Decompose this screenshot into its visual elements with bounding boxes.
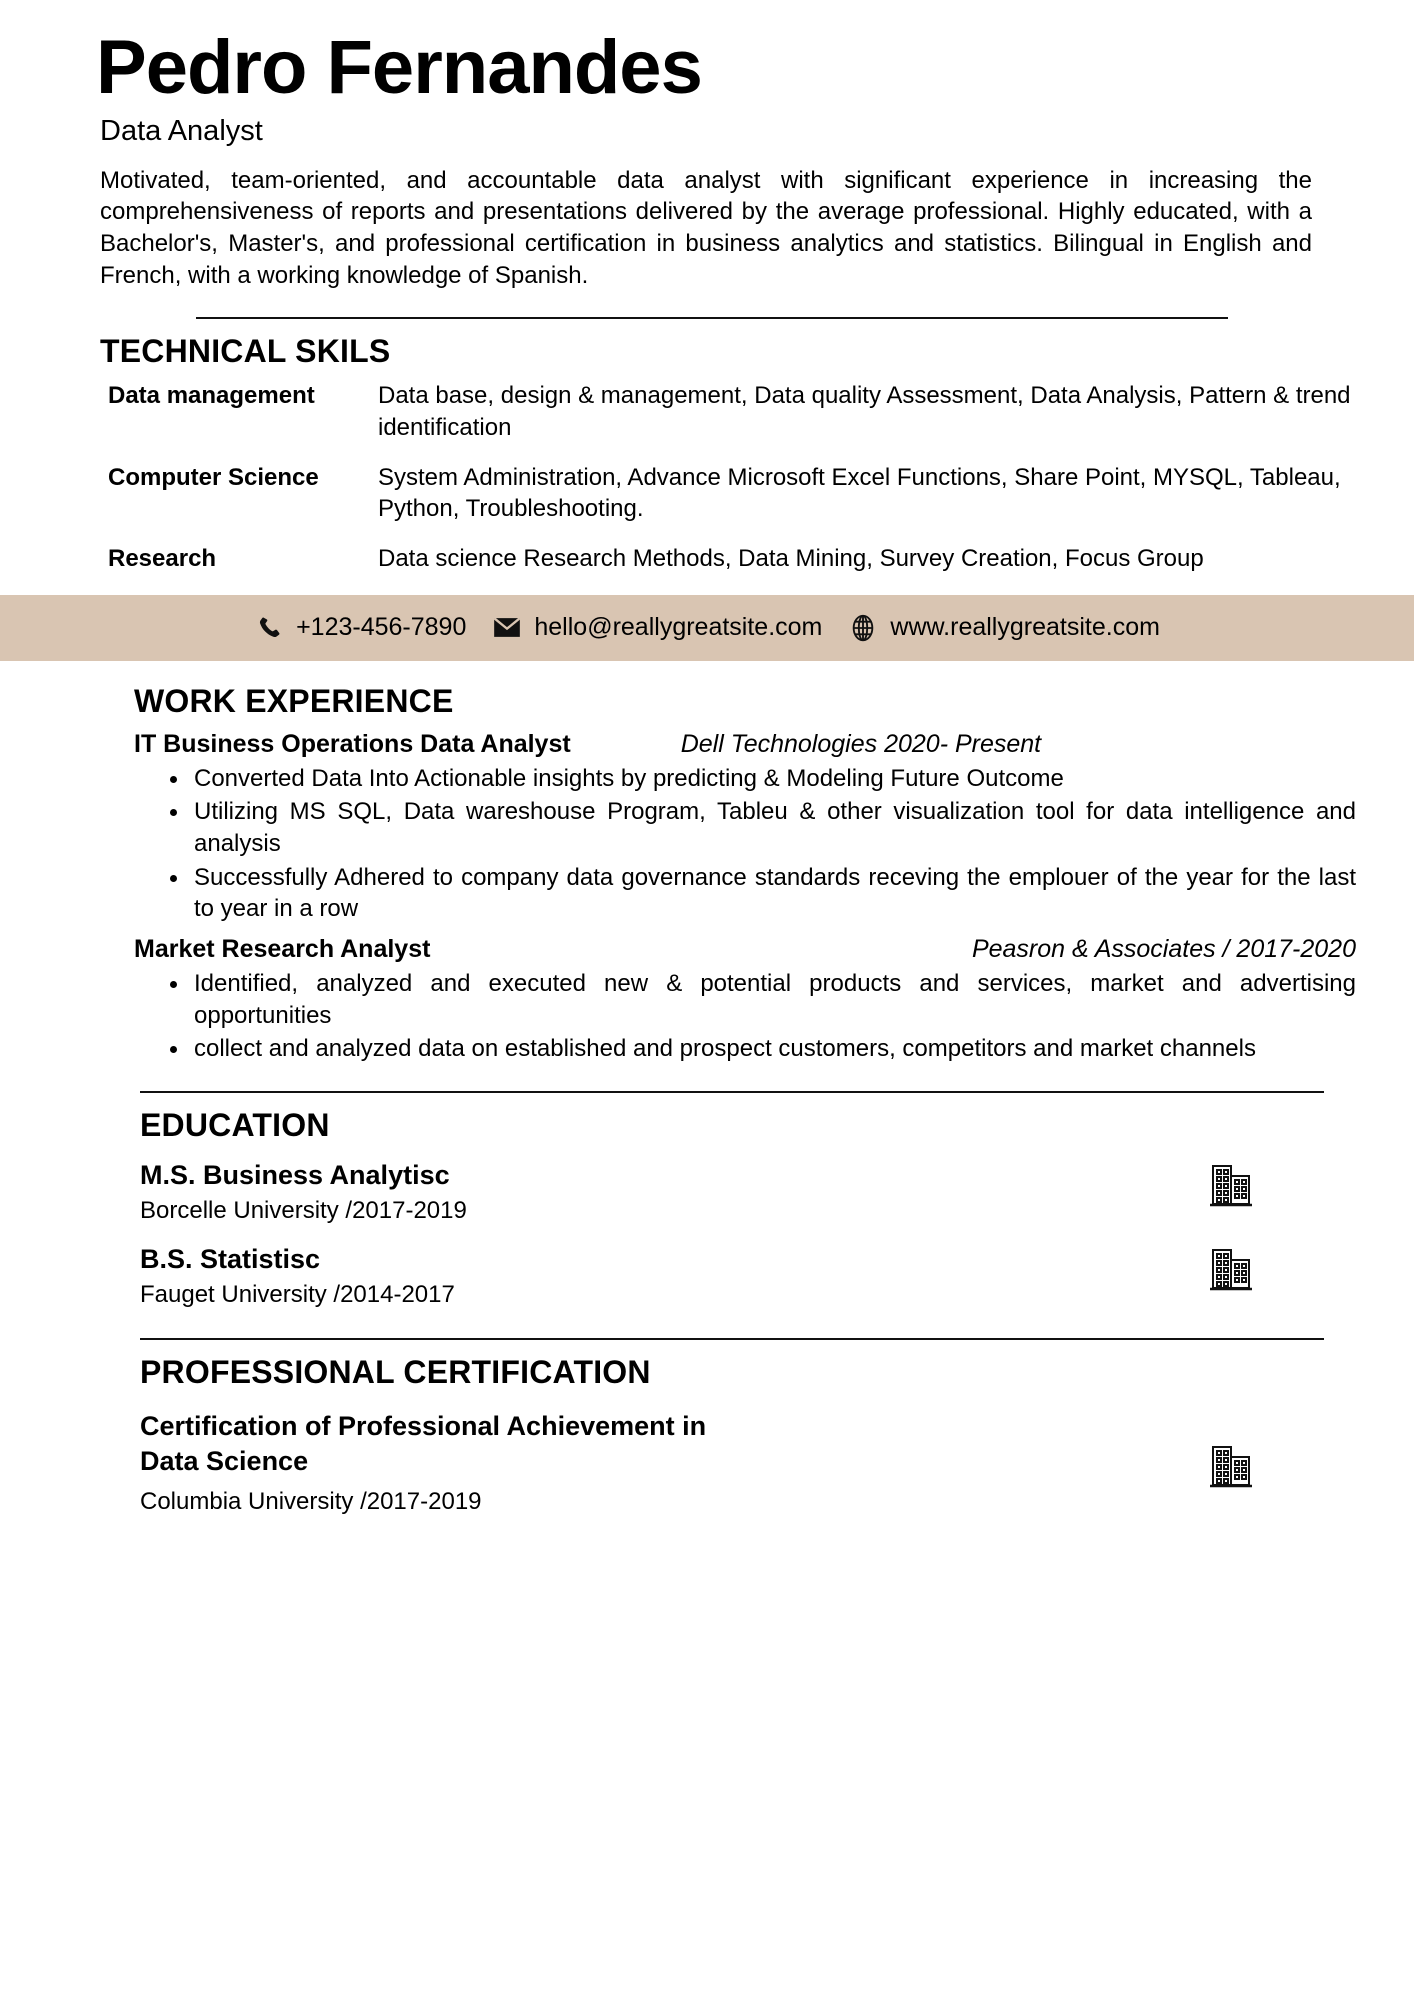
divider-skills xyxy=(196,317,1228,319)
divider-certification xyxy=(140,1338,1324,1340)
table-row xyxy=(100,458,1354,539)
contact-bar xyxy=(0,595,1414,661)
list-item: Converted Data Into Actionable insights by predicting & Modeling Future Outcome xyxy=(178,763,1356,795)
globe-icon xyxy=(848,613,878,643)
phone-icon xyxy=(254,613,284,643)
job-header xyxy=(134,730,1356,759)
job-bullets xyxy=(134,763,1356,925)
section-title-education: EDUCATION xyxy=(140,1107,330,1144)
certification-section xyxy=(0,1338,1414,1517)
skill-category-value: Data base, design & management, Data quality Assessment, Data Analysis, Pattern & trend identification xyxy=(378,382,1351,441)
skill-category-label: Research xyxy=(108,544,217,572)
job-company-dates: Dell Technologies 2020- Present xyxy=(680,729,1042,758)
building-icon xyxy=(1210,1162,1252,1208)
envelope-icon xyxy=(492,613,522,643)
skill-category-value: Data science Research Methods, Data Mining, Survey Creation, Focus Group xyxy=(378,544,1204,572)
skill-category-value: System Administration, Advance Microsoft Excel Functions, Share Point, MYSQL, Tableau, Python, Troubleshooting. xyxy=(378,463,1341,523)
table-row xyxy=(100,376,1354,457)
technical-skills-section xyxy=(0,317,1414,588)
list-item: collect and analyzed data on established and prospect customers, competitors and market channels xyxy=(178,1033,1356,1065)
building-icon xyxy=(1210,1246,1252,1292)
list-item: Utilizing MS SQL, Data wareshouse Program, Tableu & other visualization tool for data intelligence and analysis xyxy=(178,796,1356,859)
section-title-skills: TECHNICAL SKILS xyxy=(100,333,391,370)
list-item: Successfully Adhered to company data governance standards receving the emplouer of the year for the last to year in a row xyxy=(178,862,1356,925)
education-entry xyxy=(140,1158,1324,1228)
contact-website-text: www.reallygreatsite.com xyxy=(890,613,1160,642)
education-degree: M.S. Business Analytisc xyxy=(140,1160,450,1191)
work-experience-section xyxy=(0,661,1414,1065)
skill-category-label: Data management xyxy=(108,382,315,410)
contact-phone-text: +123-456-7890 xyxy=(296,613,467,642)
section-title-certification: PROFESSIONAL CERTIFICATION xyxy=(140,1354,651,1391)
job-title: IT Business Operations Data Analyst xyxy=(134,729,571,758)
job-header xyxy=(134,935,1356,964)
list-item: Identified, analyzed and executed new & potential products and services, market and advertising opportunities xyxy=(178,968,1356,1031)
section-title-work: WORK EXPERIENCE xyxy=(134,682,454,719)
resume-header xyxy=(0,0,1414,291)
job-company-dates: Peasron & Associates / 2017-2020 xyxy=(971,935,1356,963)
candidate-role: Data Analyst xyxy=(100,114,263,147)
building-icon xyxy=(1210,1443,1252,1489)
job-title: Market Research Analyst xyxy=(134,935,431,963)
professional-summary: Motivated, team-oriented, and accountable data analyst with significant experience in increasing the comprehensiveness of reports and presentations delivered by the average professional. Highly educated, with a Bachelor's, Master's, and professional certification in business analytics and statistics. Bilingual in English and French, with a working knowledge of Spanish. xyxy=(100,166,1312,289)
contact-email[interactable] xyxy=(492,613,822,643)
education-degree: B.S. Statistisc xyxy=(140,1244,321,1275)
education-school: Borcelle University /2017-2019 xyxy=(140,1196,467,1224)
education-section xyxy=(0,1091,1414,1312)
contact-website[interactable] xyxy=(848,613,1160,643)
contact-phone[interactable] xyxy=(254,613,466,643)
certification-school: Columbia University /2017-2019 xyxy=(140,1488,482,1516)
certification-name: Certification of Professional Achievement in Data Science xyxy=(140,1411,707,1476)
candidate-name: Pedro Fernandes xyxy=(96,25,702,110)
education-school: Fauget University /2014-2017 xyxy=(140,1280,455,1308)
certification-entry xyxy=(140,1409,1324,1517)
skill-category-label: Computer Science xyxy=(108,463,319,491)
contact-email-text: hello@reallygreatsite.com xyxy=(534,613,823,642)
divider-education xyxy=(140,1091,1324,1093)
skills-table xyxy=(100,376,1354,588)
table-row xyxy=(100,539,1354,589)
job-bullets xyxy=(134,968,1356,1065)
education-entry xyxy=(140,1242,1324,1312)
